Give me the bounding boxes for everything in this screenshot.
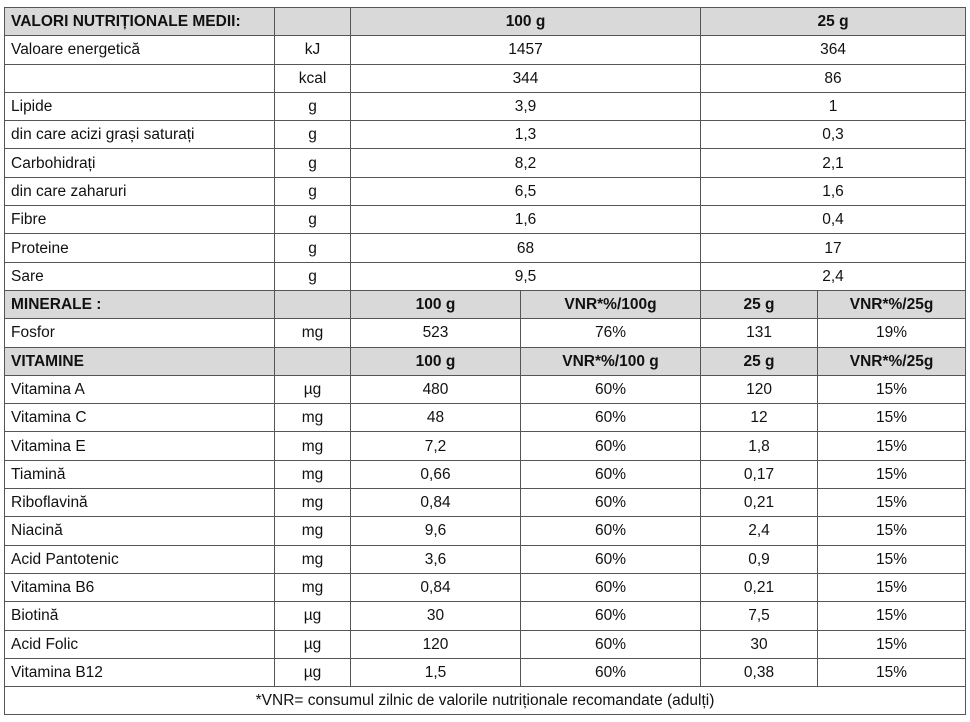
nutrition-table bbox=[4, 7, 966, 715]
vitamins-value-25g: 7,5 bbox=[701, 602, 818, 630]
vitamins-name: Acid Folic bbox=[5, 630, 275, 658]
vitamins-row bbox=[5, 658, 966, 686]
vitamins-header-vnr-100g: VNR*%/100 g bbox=[521, 347, 701, 375]
vitamins-row bbox=[5, 602, 966, 630]
nutrient-row bbox=[5, 234, 966, 262]
nutrient-value-100g: 68 bbox=[351, 234, 701, 262]
vitamins-header-100g: 100 g bbox=[351, 347, 521, 375]
vitamins-value-100g: 120 bbox=[351, 630, 521, 658]
minerals-header-title: MINERALE : bbox=[5, 290, 275, 318]
vitamins-name: Biotină bbox=[5, 602, 275, 630]
vitamins-header-vnr-25g: VNR*%/25g bbox=[818, 347, 966, 375]
vitamins-value-100g: 9,6 bbox=[351, 517, 521, 545]
vitamins-vnr-25g: 15% bbox=[818, 658, 966, 686]
nutrient-value-25g: 364 bbox=[701, 36, 966, 64]
vitamins-row bbox=[5, 517, 966, 545]
vitamins-vnr-25g: 15% bbox=[818, 460, 966, 488]
minerals-vnr-25g: 19% bbox=[818, 319, 966, 347]
nutrient-value-100g: 1,3 bbox=[351, 121, 701, 149]
vitamins-row bbox=[5, 404, 966, 432]
vitamins-vnr-25g: 15% bbox=[818, 545, 966, 573]
vitamins-header-row bbox=[5, 347, 966, 375]
nutrition-table-body bbox=[5, 8, 966, 715]
vitamins-vnr-100g: 60% bbox=[521, 630, 701, 658]
nutrient-name: Valoare energetică bbox=[5, 36, 275, 64]
nutrient-value-100g: 1,6 bbox=[351, 206, 701, 234]
vitamins-value-100g: 1,5 bbox=[351, 658, 521, 686]
nutrient-row bbox=[5, 177, 966, 205]
nutrient-row bbox=[5, 206, 966, 234]
nutrient-row bbox=[5, 64, 966, 92]
nutrient-value-25g: 17 bbox=[701, 234, 966, 262]
vitamins-row bbox=[5, 630, 966, 658]
vitamins-vnr-100g: 60% bbox=[521, 517, 701, 545]
vitamins-value-25g: 30 bbox=[701, 630, 818, 658]
vitamins-vnr-25g: 15% bbox=[818, 432, 966, 460]
vitamins-value-25g: 0,17 bbox=[701, 460, 818, 488]
nutrient-unit: g bbox=[275, 92, 351, 120]
nutrient-value-100g: 1457 bbox=[351, 36, 701, 64]
vitamins-vnr-25g: 15% bbox=[818, 602, 966, 630]
vitamins-header-unit-cell bbox=[275, 347, 351, 375]
vitamins-value-25g: 2,4 bbox=[701, 517, 818, 545]
vitamins-value-25g: 0,9 bbox=[701, 545, 818, 573]
vitamins-vnr-25g: 15% bbox=[818, 573, 966, 601]
vitamins-row bbox=[5, 489, 966, 517]
nutrient-name: Sare bbox=[5, 262, 275, 290]
vitamins-name: Vitamina B6 bbox=[5, 573, 275, 601]
nutrient-row bbox=[5, 36, 966, 64]
vitamins-unit: µg bbox=[275, 602, 351, 630]
vitamins-vnr-25g: 15% bbox=[818, 489, 966, 517]
minerals-vnr-100g: 76% bbox=[521, 319, 701, 347]
vitamins-vnr-25g: 15% bbox=[818, 630, 966, 658]
vitamins-unit: mg bbox=[275, 573, 351, 601]
vitamins-name: Vitamina A bbox=[5, 375, 275, 403]
nutrient-name bbox=[5, 64, 275, 92]
nutrient-value-25g: 0,4 bbox=[701, 206, 966, 234]
minerals-header-100g: 100 g bbox=[351, 290, 521, 318]
vitamins-vnr-25g: 15% bbox=[818, 375, 966, 403]
vitamins-unit: mg bbox=[275, 545, 351, 573]
vitamins-unit: mg bbox=[275, 517, 351, 545]
vitamins-value-100g: 3,6 bbox=[351, 545, 521, 573]
vitamins-value-100g: 7,2 bbox=[351, 432, 521, 460]
nutrient-value-25g: 2,1 bbox=[701, 149, 966, 177]
vitamins-row bbox=[5, 545, 966, 573]
vitamins-vnr-100g: 60% bbox=[521, 489, 701, 517]
nutrient-unit: kJ bbox=[275, 36, 351, 64]
minerals-header-row bbox=[5, 290, 966, 318]
vitamins-value-25g: 12 bbox=[701, 404, 818, 432]
vitamins-vnr-100g: 60% bbox=[521, 658, 701, 686]
minerals-header-unit-cell bbox=[275, 290, 351, 318]
nutrient-value-100g: 3,9 bbox=[351, 92, 701, 120]
nutrient-unit: g bbox=[275, 177, 351, 205]
vitamins-value-25g: 0,21 bbox=[701, 489, 818, 517]
vitamins-row bbox=[5, 432, 966, 460]
nutrient-unit: g bbox=[275, 121, 351, 149]
vitamins-header-title: VITAMINE bbox=[5, 347, 275, 375]
nutrient-row bbox=[5, 121, 966, 149]
header-row bbox=[5, 8, 966, 36]
vitamins-value-25g: 120 bbox=[701, 375, 818, 403]
nutrient-name: Lipide bbox=[5, 92, 275, 120]
vitamins-value-100g: 0,84 bbox=[351, 489, 521, 517]
vitamins-unit: mg bbox=[275, 404, 351, 432]
header-unit-cell bbox=[275, 8, 351, 36]
footnote: *VNR= consumul zilnic de valorile nutriționale recomandate (adulți) bbox=[5, 687, 966, 715]
vitamins-value-100g: 30 bbox=[351, 602, 521, 630]
nutrient-row bbox=[5, 92, 966, 120]
vitamins-name: Niacină bbox=[5, 517, 275, 545]
vitamins-row bbox=[5, 375, 966, 403]
minerals-value-25g: 131 bbox=[701, 319, 818, 347]
vitamins-value-100g: 0,66 bbox=[351, 460, 521, 488]
nutrient-value-100g: 344 bbox=[351, 64, 701, 92]
minerals-row bbox=[5, 319, 966, 347]
vitamins-unit: µg bbox=[275, 630, 351, 658]
vitamins-name: Vitamina C bbox=[5, 404, 275, 432]
vitamins-value-25g: 0,21 bbox=[701, 573, 818, 601]
nutrient-value-25g: 0,3 bbox=[701, 121, 966, 149]
minerals-name: Fosfor bbox=[5, 319, 275, 347]
nutrient-value-100g: 6,5 bbox=[351, 177, 701, 205]
nutrient-unit: g bbox=[275, 262, 351, 290]
nutrient-value-25g: 1,6 bbox=[701, 177, 966, 205]
vitamins-unit: µg bbox=[275, 658, 351, 686]
minerals-unit: mg bbox=[275, 319, 351, 347]
vitamins-vnr-100g: 60% bbox=[521, 460, 701, 488]
nutrient-value-25g: 2,4 bbox=[701, 262, 966, 290]
vitamins-vnr-100g: 60% bbox=[521, 602, 701, 630]
vitamins-value-100g: 480 bbox=[351, 375, 521, 403]
minerals-header-vnr-25g: VNR*%/25g bbox=[818, 290, 966, 318]
nutrient-name: din care zaharuri bbox=[5, 177, 275, 205]
vitamins-name: Vitamina E bbox=[5, 432, 275, 460]
minerals-value-100g: 523 bbox=[351, 319, 521, 347]
vitamins-row bbox=[5, 460, 966, 488]
nutrient-unit: g bbox=[275, 149, 351, 177]
nutrient-value-100g: 8,2 bbox=[351, 149, 701, 177]
nutrient-name: Carbohidrați bbox=[5, 149, 275, 177]
vitamins-unit: µg bbox=[275, 375, 351, 403]
vitamins-header-25g: 25 g bbox=[701, 347, 818, 375]
nutrient-unit: kcal bbox=[275, 64, 351, 92]
vitamins-name: Vitamina B12 bbox=[5, 658, 275, 686]
nutrient-value-100g: 9,5 bbox=[351, 262, 701, 290]
minerals-header-vnr-100g: VNR*%/100g bbox=[521, 290, 701, 318]
header-25g: 25 g bbox=[701, 8, 966, 36]
vitamins-row bbox=[5, 573, 966, 601]
nutrient-name: Fibre bbox=[5, 206, 275, 234]
vitamins-vnr-25g: 15% bbox=[818, 517, 966, 545]
vitamins-name: Acid Pantotenic bbox=[5, 545, 275, 573]
nutrient-name: Proteine bbox=[5, 234, 275, 262]
nutrient-row bbox=[5, 262, 966, 290]
vitamins-vnr-100g: 60% bbox=[521, 432, 701, 460]
vitamins-unit: mg bbox=[275, 489, 351, 517]
vitamins-vnr-25g: 15% bbox=[818, 404, 966, 432]
vitamins-value-100g: 48 bbox=[351, 404, 521, 432]
vitamins-name: Tiamină bbox=[5, 460, 275, 488]
footnote-row bbox=[5, 687, 966, 715]
vitamins-vnr-100g: 60% bbox=[521, 573, 701, 601]
nutrient-value-25g: 86 bbox=[701, 64, 966, 92]
vitamins-vnr-100g: 60% bbox=[521, 375, 701, 403]
vitamins-vnr-100g: 60% bbox=[521, 545, 701, 573]
header-100g: 100 g bbox=[351, 8, 701, 36]
vitamins-name: Riboflavină bbox=[5, 489, 275, 517]
vitamins-value-100g: 0,84 bbox=[351, 573, 521, 601]
vitamins-unit: mg bbox=[275, 432, 351, 460]
vitamins-value-25g: 0,38 bbox=[701, 658, 818, 686]
nutrient-unit: g bbox=[275, 234, 351, 262]
header-title: VALORI NUTRIȚIONALE MEDII: bbox=[5, 8, 275, 36]
minerals-header-25g: 25 g bbox=[701, 290, 818, 318]
vitamins-value-25g: 1,8 bbox=[701, 432, 818, 460]
vitamins-unit: mg bbox=[275, 460, 351, 488]
nutrient-name: din care acizi grași saturați bbox=[5, 121, 275, 149]
nutrient-value-25g: 1 bbox=[701, 92, 966, 120]
nutrient-row bbox=[5, 149, 966, 177]
vitamins-vnr-100g: 60% bbox=[521, 404, 701, 432]
nutrient-unit: g bbox=[275, 206, 351, 234]
